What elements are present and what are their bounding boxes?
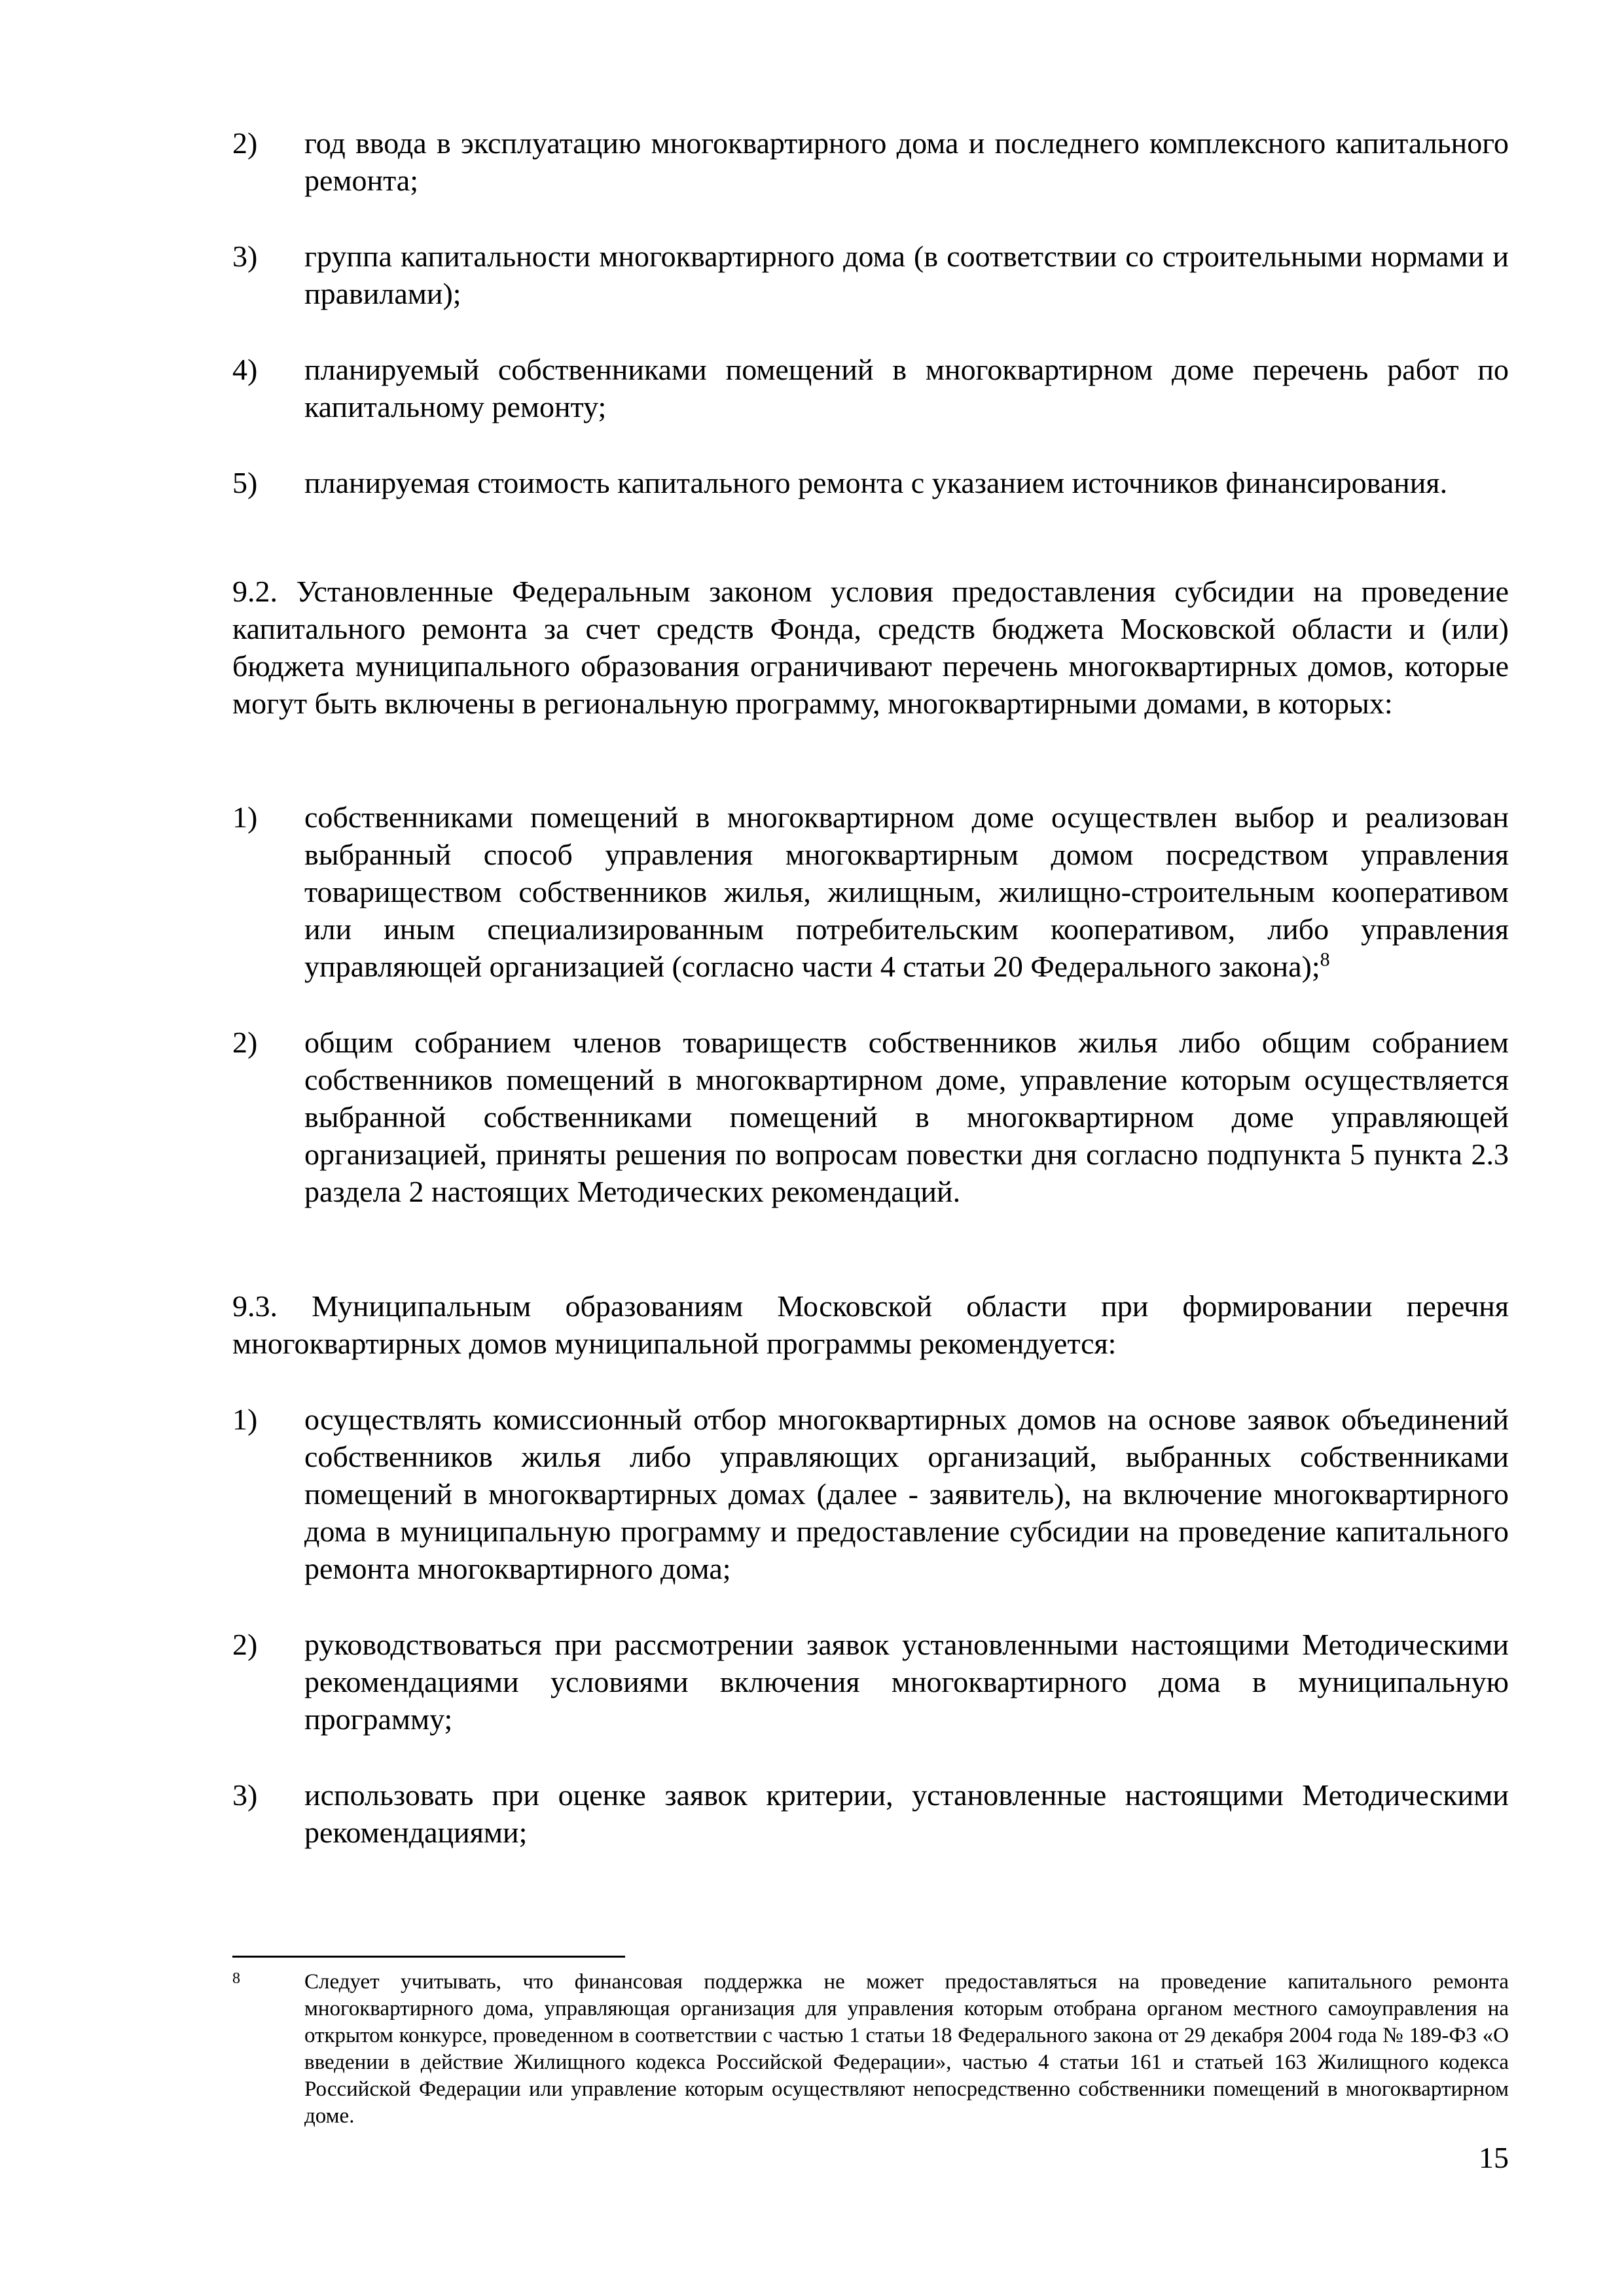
list-item-text: группа капитальности многоквартирного дома (в соответствии со строительными нормами и правилами); (304, 240, 1509, 310)
list-item-number: 1) (232, 800, 258, 834)
list-item (232, 351, 1509, 425)
list-item-text: общим собранием членов товариществ собственников жилья либо общим собранием собственников помещений в многоквартирном доме, управление которым осуществляется выбранной собственниками помещений в многоквартирном доме управляющей организацией, приняты решения по вопросам повестки дня согласно подпункта 5 пункта 2.3 раздела 2 настоящих Методических рекомендаций. (304, 1026, 1509, 1208)
list-item-number: 5) (232, 466, 258, 499)
list-item (232, 798, 1509, 985)
list-item-number: 3) (232, 240, 258, 273)
footnote-reference[interactable]: 8 (1320, 948, 1330, 971)
list-item (232, 1776, 1509, 1851)
list-item-text: использовать при оценке заявок критерии, установленные настоящими Методическими рекомендациями; (304, 1778, 1509, 1849)
list-item-number: 2) (232, 1026, 258, 1059)
list-block-1 (232, 124, 1509, 501)
list-block-2 (232, 798, 1509, 1210)
list-item (232, 464, 1509, 501)
list-item-text: планируемый собственниками помещений в многоквартирном доме перечень работ по капитальному ремонту; (304, 353, 1509, 423)
paragraph-9-2: 9.2. Установленные Федеральным законом условия предоставления субсидии на проведение капитального ремонта за счет средств Фонда, средств бюджета Московской области и (или) бюджета муниципального образования ограничивают перечень многоквартирных домов, которые могут быть включены в региональную программу, многоквартирными домами, в которых: (232, 575, 1509, 720)
list-item (232, 1401, 1509, 1587)
list-item-text: год ввода в эксплуатацию многоквартирного дома и последнего комплексного капитального ремонта; (304, 126, 1509, 197)
list-item (232, 1024, 1509, 1210)
list-item-number: 1) (232, 1403, 258, 1436)
list-item-text: планируемая стоимость капитального ремонта с указанием источников финансирования. (304, 466, 1448, 499)
footnote-mark: 8 (232, 1970, 240, 1987)
paragraph-9-3: 9.3. Муниципальным образованиям Московской области при формировании перечня многоквартирных домов муниципальной программы рекомендуется: (232, 1289, 1509, 1360)
list-block-3 (232, 1401, 1509, 1851)
list-item-text: собственниками помещений в многоквартирном доме осуществлен выбор и реализован выбранный способ управления многоквартирным домом посредством управления товариществом собственников жилья, жилищным, жилищно-строительным кооперативом или иным специализированным потребительским кооперативом, либо управления управляющей организацией (согласно части 4 статьи 20 Федерального закона);$^8$ (304, 800, 1509, 983)
page-number: 15 (1479, 2141, 1509, 2174)
list-item-number: 2) (232, 1628, 258, 1661)
footnote-text: Следует учитывать, что финансовая поддержка не может предоставляться на проведение капитального ремонта многоквартирного дома, управляющая организация для управления которым отобрана органом местного самоуправления на открытом конкурсе, проведенном в соответствии с частью 1 статьи 18 Федерального закона от 29 декабря 2004 года № 189-ФЗ «О введении в действие Жилищного кодекса Российской Федерации», частью 4 статьи 161 и статьей 163 Жилищного кодекса Российской Федерации или управление которым осуществляют непосредственно собственники помещений в многоквартирном доме. (304, 1970, 1509, 2128)
list-item (232, 124, 1509, 199)
list-item-number: 3) (232, 1778, 258, 1812)
list-item-text: руководствоваться при рассмотрении заявок установленными настоящими Методическими рекомендациями условиями включения многоквартирного дома в муниципальную программу; (304, 1628, 1509, 1736)
list-item (232, 238, 1509, 312)
footnote-separator (232, 1956, 625, 1958)
list-item-number: 4) (232, 353, 258, 386)
list-item-number: 2) (232, 126, 258, 160)
list-item (232, 1626, 1509, 1738)
footnote (232, 1969, 1509, 2130)
list-item-text: осуществлять комиссионный отбор многоквартирных домов на основе заявок объединений собственников жилья либо управляющих организаций, выбранных собственниками помещений в многоквартирных домах (далее - заявитель), на включение многоквартирного дома в муниципальную программу и предоставление субсидии на проведение капитального ремонта многоквартирного дома; (304, 1403, 1509, 1585)
